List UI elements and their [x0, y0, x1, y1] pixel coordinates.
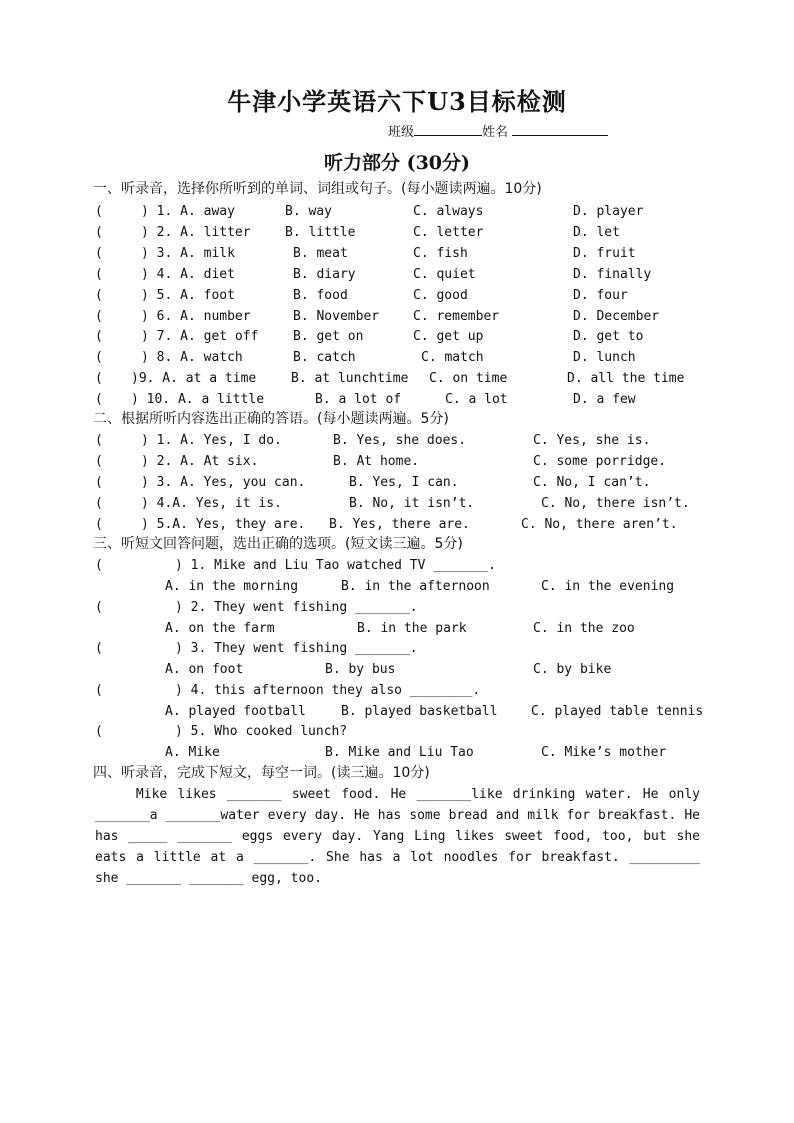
- option-d: D. December: [573, 308, 660, 324]
- answer-blank[interactable]: (: [95, 371, 103, 387]
- option-a: ) 3. A. Yes, you can.: [141, 475, 306, 490]
- name-blank[interactable]: [512, 122, 608, 136]
- question-text: ) 4. this afternoon they also ________.: [175, 682, 481, 698]
- table-row: [95, 368, 705, 389]
- option-c: C. played table tennis: [531, 703, 704, 719]
- option-c: C. get up: [413, 329, 484, 345]
- option-c: C. No, there aren’t.: [521, 517, 678, 532]
- answer-blank[interactable]: (: [95, 475, 103, 490]
- option-c: C. Mike’s mother: [541, 745, 667, 761]
- option-c: C. fish: [413, 245, 468, 261]
- table-row: [95, 306, 705, 327]
- table-row: [95, 243, 705, 264]
- answer-blank[interactable]: (: [95, 245, 103, 261]
- section3-heading: 三、听短文回答问题，选出正确的选项。(短文读三遍。5分): [93, 536, 463, 552]
- answer-blank[interactable]: (: [95, 204, 103, 219]
- option-b: B. at lunchtime: [291, 371, 409, 387]
- table-row: [95, 514, 705, 535]
- option-b: B. a lot of: [315, 392, 402, 408]
- table-row: [95, 430, 705, 451]
- option-c: C. No, I can’t.: [533, 475, 651, 490]
- option-c: C. always: [413, 204, 484, 219]
- option-b: B. Yes, she does.: [333, 433, 467, 448]
- table-row: [95, 493, 705, 514]
- list-item: [95, 721, 705, 742]
- option-b: B. get on: [293, 329, 364, 345]
- option-a: ) 5. A. foot: [141, 287, 235, 303]
- options-row: [95, 618, 705, 639]
- option-a: ) 2. A. At six.: [141, 454, 259, 469]
- option-b: B. way: [285, 204, 332, 219]
- answer-blank[interactable]: (: [95, 496, 103, 511]
- option-a: ) 6. A. number: [141, 308, 251, 324]
- table-row: [95, 451, 705, 472]
- option-b: B. in the park: [357, 620, 467, 636]
- option-c: C. remember: [413, 308, 500, 324]
- option-b: B. little: [285, 224, 356, 240]
- options-row: [95, 742, 705, 763]
- answer-blank[interactable]: (: [95, 724, 103, 740]
- option-b: B. diary: [293, 266, 356, 282]
- cloze-passage: Mike likes _______ sweet food. He _______like drinking water. He only _______a _______water every day. He has some bread and milk for breakfast. He has _____ _______ eggs every day. Yang Ling likes sweet food, too, but she eats a little at a _______. She has a lot noodles for breakfast. _________ she _______ _______ egg, too.: [95, 787, 708, 886]
- answer-blank[interactable]: (: [95, 287, 103, 303]
- option-c: C. good: [413, 287, 468, 303]
- section1-heading: 一、听录音，选择你所听到的单词、词组或句子。(每小题读两遍。10分): [93, 181, 542, 197]
- option-a: A. played football: [165, 703, 306, 719]
- option-a: A. on the farm: [165, 620, 275, 636]
- answer-blank[interactable]: (: [95, 224, 103, 240]
- answer-blank[interactable]: (: [95, 266, 103, 282]
- answer-blank[interactable]: (: [95, 454, 103, 469]
- question-text: ) 1. Mike and Liu Tao watched TV _______.: [175, 558, 496, 573]
- question-text: ) 3. They went fishing _______.: [175, 641, 418, 657]
- option-d: D. all the time: [567, 371, 685, 387]
- option-b: B. meat: [293, 245, 348, 261]
- list-item: [95, 638, 705, 659]
- option-b: B. November: [293, 308, 380, 324]
- answer-blank[interactable]: (: [95, 682, 103, 698]
- option-a: ) 1. A. Yes, I do.: [141, 433, 282, 448]
- options-row: [95, 576, 705, 597]
- question-text: ) 5. Who cooked lunch?: [175, 724, 348, 740]
- option-a: A. in the morning: [165, 579, 299, 594]
- answer-blank[interactable]: (: [95, 350, 103, 366]
- option-b: B. At home.: [333, 454, 420, 469]
- option-a: ) 2. A. litter: [141, 224, 251, 240]
- option-c: C. some porridge.: [533, 454, 667, 469]
- option-b: B. Yes, there are.: [329, 517, 470, 532]
- table-row: [95, 264, 705, 285]
- section-subtitle: 听力部分 (30分): [323, 152, 471, 174]
- option-c: C. in the zoo: [533, 620, 635, 636]
- option-b: B. food: [293, 287, 348, 303]
- option-c: C. quiet: [413, 266, 476, 282]
- class-label: 班级: [388, 125, 415, 140]
- option-b: B. Mike and Liu Tao: [325, 745, 474, 761]
- option-c: C. match: [421, 350, 484, 366]
- option-d: D. player: [573, 204, 644, 219]
- name-label: 姓名: [482, 125, 509, 140]
- table-row: [95, 201, 705, 222]
- question-text: ) 2. They went fishing _______.: [175, 599, 418, 615]
- class-blank[interactable]: [414, 122, 482, 136]
- option-a: ) 8. A. watch: [141, 350, 243, 366]
- list-item: [95, 597, 705, 618]
- answer-blank[interactable]: (: [95, 641, 103, 657]
- page-title: 牛津小学英语六下U3目标检测: [227, 87, 567, 116]
- answer-blank[interactable]: (: [95, 558, 103, 573]
- table-row: [95, 222, 705, 243]
- option-c: C. No, there isn’t.: [541, 496, 690, 511]
- option-b: B. No, it isn’t.: [349, 496, 475, 511]
- option-a: ) 4.A. Yes, it is.: [141, 496, 282, 511]
- option-a: A. on foot: [165, 662, 244, 678]
- table-row: [95, 326, 705, 347]
- option-d: D. finally: [573, 266, 652, 282]
- table-row: [95, 389, 705, 410]
- section2-heading: 二、根据所听内容选出正确的答语。(每小题读两遍。5分): [93, 411, 449, 427]
- option-c: C. by bike: [533, 662, 612, 678]
- answer-blank[interactable]: (: [95, 329, 103, 345]
- option-c: C. in the evening: [541, 579, 675, 594]
- answer-blank[interactable]: (: [95, 433, 103, 448]
- option-b: B. in the afternoon: [341, 579, 490, 594]
- options-row: [95, 659, 705, 680]
- option-c: C. on time: [429, 371, 508, 387]
- option-d: D. four: [573, 287, 628, 303]
- option-a: ) 10. A. a little: [131, 392, 265, 408]
- answer-blank[interactable]: (: [95, 517, 103, 532]
- option-d: D. let: [573, 224, 620, 240]
- option-c: C. Yes, she is.: [533, 433, 651, 448]
- option-d: D. get to: [573, 329, 644, 345]
- option-b: B. by bus: [325, 662, 396, 678]
- option-b: B. catch: [293, 350, 356, 366]
- option-a: )9. A. at a time: [131, 371, 257, 387]
- option-a: ) 4. A. diet: [141, 266, 235, 282]
- list-item: [95, 680, 705, 701]
- option-d: D. fruit: [573, 245, 636, 261]
- option-a: ) 1. A. away: [141, 204, 235, 219]
- option-d: D. lunch: [573, 350, 636, 366]
- table-row: [95, 472, 705, 493]
- option-d: D. a few: [573, 392, 636, 408]
- option-c: C. a lot: [445, 392, 508, 408]
- option-a: ) 7. A. get off: [141, 329, 259, 345]
- options-row: [95, 701, 705, 722]
- answer-blank[interactable]: (: [95, 392, 103, 408]
- option-b: B. played basketball: [341, 703, 498, 719]
- section4-heading: 四、听录音，完成下短文，每空一词。(读三遍。10分): [93, 765, 430, 781]
- table-row: [95, 285, 705, 306]
- option-a: A. Mike: [165, 745, 220, 761]
- table-row: [95, 347, 705, 368]
- answer-blank[interactable]: (: [95, 308, 103, 324]
- option-a: ) 5.A. Yes, they are.: [141, 517, 306, 532]
- list-item: [95, 555, 705, 576]
- answer-blank[interactable]: (: [95, 599, 103, 615]
- option-c: C. letter: [413, 224, 484, 240]
- option-a: ) 3. A. milk: [141, 245, 235, 261]
- option-b: B. Yes, I can.: [349, 475, 459, 490]
- class-name-line: [388, 121, 608, 140]
